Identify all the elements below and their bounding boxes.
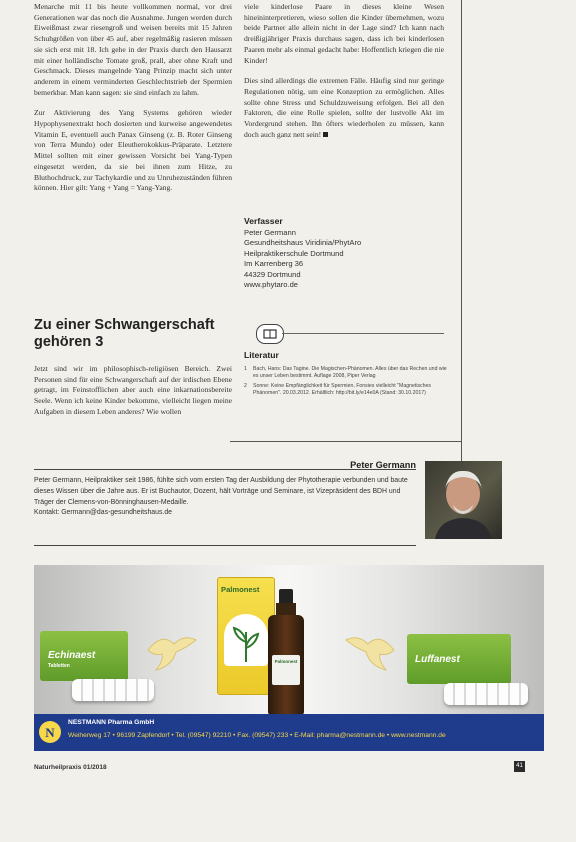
palmonest-box (217, 577, 275, 695)
address-line: Peter Germann (244, 228, 296, 237)
author-bio: Peter Germann, Heilpraktiker seit 1986, fühlte sich vom ersten Tag der Ausbildung der Phytotherapie verbunden und baute dieses Wissen über die Jahre aus. Er ist Buchautor, Dozent, hält Vorträge und Seminare, ist Vizepräsident des BDH und Träger der Clemens-von-Bönninghausen-Medaille. Kontakt: Germann@das-gesundheitshaus.de (34, 476, 418, 519)
column-rule-right (461, 0, 462, 461)
plant-icon (230, 622, 262, 662)
address-line: Im Karrenberg 36 (244, 259, 304, 269)
column-2 (244, 2, 444, 149)
author-heading: Verfasser (244, 216, 283, 226)
literature-heading: Literatur (244, 350, 279, 360)
literature-text: Bach, Hans: Das Tagine. Die Magischen-Phänomen. Alles über das Rechen und wie es unser Leben bestimmt. Auflage 2008, Piper Verlag (253, 366, 447, 380)
paragraph: Dies sind allerdings die extremen Fälle. Häufig sind nur geringe Regulationen nötig, um eine Konzeption zu ermöglichen. Alles sollte ohne Stress und Schuldzuweisung erfolgen. Bei all den Faktoren, die eine Rolle spielen, sollte der lustvolle Akt im Vordergrund stehen. Ihn öfters wiederholen zu müssen, kann doch auch ganz nett sein! (244, 76, 444, 139)
product-label-center: Palmonest (221, 585, 260, 594)
echinaest-box (40, 631, 128, 681)
author-contact: Kontakt: Germann@das-gesundheitshaus.de (34, 509, 173, 517)
column-1 (34, 2, 232, 203)
literature-number: 2 (244, 383, 247, 390)
author-rule-bottom (34, 545, 416, 546)
tablets-left (72, 679, 154, 701)
book-icon (257, 325, 283, 343)
tablets-right (444, 683, 528, 705)
literature-list (244, 366, 448, 400)
product-label-right: Luffanest (415, 654, 460, 665)
author-block (244, 216, 444, 290)
svg-text:N: N (45, 725, 55, 740)
bottle (268, 589, 304, 715)
literature-item (244, 366, 448, 380)
paragraph: Jetzt sind wir im philosophisch-religiösen Bereich. Zwei Personen sind für eine Schwangerschaft auf der irdischen Ebene getragt, im Feinstofflichen aber auch eine inkarnationsbereite Seele. Wenn ich keine Kinder bekomme, vielleicht liegen meine Aufgaben in diesem Leben anderes? Wie wollen (34, 364, 232, 416)
bottle-label: Palmonest (274, 659, 298, 664)
nestmann-logo-icon (38, 720, 62, 744)
address-line: Gesundheitshaus Viridinia/PhytAro (244, 238, 362, 248)
author-name: Peter Germann (350, 460, 416, 470)
author-address (244, 228, 444, 290)
address-line: 44329 Dortmund (244, 269, 301, 279)
literature-number: 1 (244, 366, 247, 372)
address-line: www.phytaro.de (244, 280, 299, 290)
literature-item (244, 383, 448, 397)
literature-badge-icon (256, 324, 284, 344)
paragraph-end: Hier gilt: Yang + Yang = Yang-Yang. (60, 183, 173, 193)
advertisement[interactable] (34, 565, 544, 751)
end-square-icon (323, 132, 328, 137)
company-name: NESTMANN Pharma GmbH (68, 719, 155, 726)
page-number: 41 (514, 761, 525, 772)
portrait-icon (425, 461, 502, 539)
product-label-left: Echinaest (48, 650, 96, 661)
luffanest-box (407, 634, 511, 684)
paragraph: Menarche mit 11 bis heute vollkommen normal, vor drei Generationen war das noch die Ausnahme. Jungen werden durch Eiweißmast zwar riesengroß und weisen bereits mit 15 Jahren Schuhgrößen von über 45 auf, aber regelmäßig rasieren müssen sie sich erst mit 18. Ich gehe in der Praxis durch den Hausarzt mit einer holländische Tomate groß, prall, aber ohne Kraft und Geschmack. Dieses mangelnde Yang Prinzip macht sich unter anderem in einem verminderten Geschlechtstrieb der Spermien bemerkbar. Man kann sagen: sie sind einfach zu lahm. (34, 2, 232, 97)
dove-left-icon (144, 630, 200, 672)
ad-footer-bar (34, 714, 544, 751)
paragraph: Zur Aktivierung des Yang Systems gehören wieder Hypophysenextrakt hoch dosierten und kurweise angewendetes Vitamin E, eventuell auch Panax Ginseng (z. B. Roter Ginseng von Terra Mundo) oder Eleutherokokkus-Präparate. Letztere Mittel sollten mit einer gewissen Vorsicht bei Yang-Typen eingesetzt werden, da sie bei ihnen zum Hitze, zu Bluthochdruck, zur Tachykardie und zu Unruhezuständen führen können. Hier gilt: Yang + Yang = Yang-Yang. (34, 108, 232, 193)
company-contact[interactable]: Weiherweg 17 • 96199 Zapfendorf • Tel. (09547) 92210 • Fax. (09547) 233 • E-Mail: pharma@nestmann.de • www.nestmann.de (68, 732, 446, 739)
section-heading: Zu einer Schwangerschaft gehören 3 (34, 317, 215, 350)
address-line: Heilpraktikerschule Dortmund (244, 248, 344, 258)
product-sub-left: Tabletten (48, 663, 70, 669)
literature-text: Sonne: Keine Empfänglichkeit für Spermien, Fonsies vielleicht "Magnetisches Phänomen". 20.03.2012. Erhältlich: http://bit.ly/e14e0A (Stand: 30.10.2017) (253, 383, 432, 397)
footer-journal: Naturheilpraxis 01/2018 (34, 764, 107, 771)
author-photo (425, 461, 502, 539)
badge-rule (282, 333, 444, 334)
paragraph: viele kinderlose Paare in dieses kleine Wesen hineininterpretieren, wieso sollen die Kinder übernehmen, wozu beide Partner alle allein nicht in der Lage sind? Ich kann nach dreißigjähriger Praxis durchaus sagen, dass ich bei kinderlosen Paaren mehr als einmal gedacht habe: Hoffentlich kriegen die nie Kinder! (244, 2, 444, 65)
column-rule-bottom (230, 441, 461, 442)
column-1-lower (34, 364, 232, 427)
dove-right-icon (342, 630, 398, 672)
